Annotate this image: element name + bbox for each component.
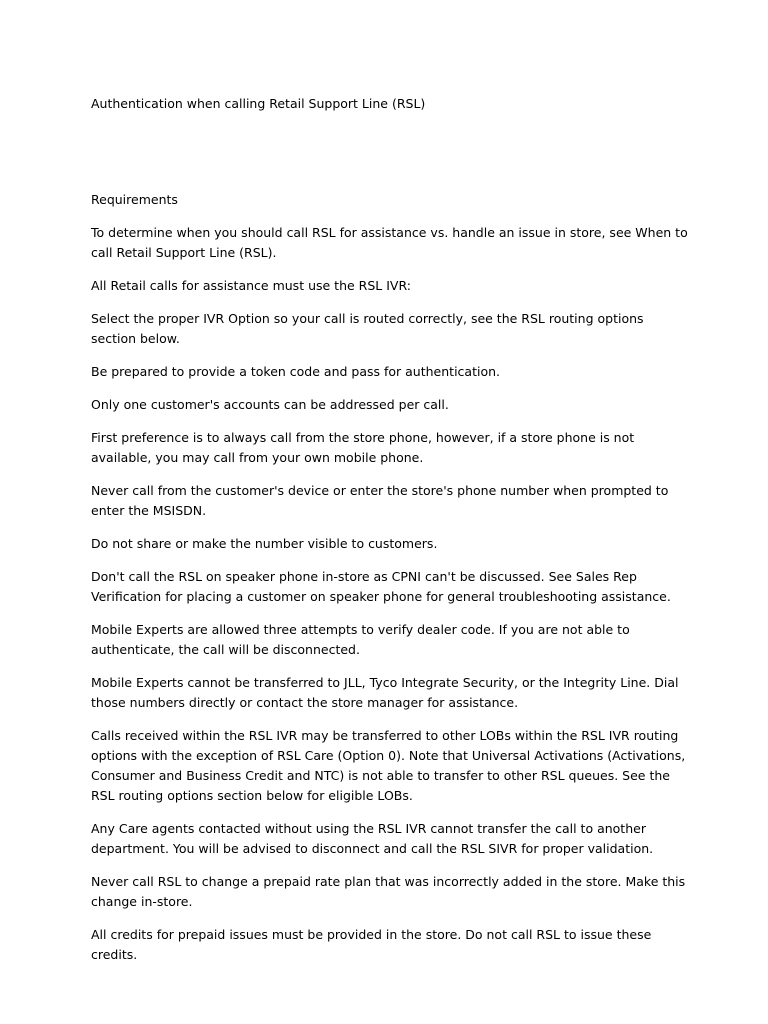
paragraph: Don't call the RSL on speaker phone in-store as CPNI can't be discussed. See Sales Rep Verification for placing a customer on speaker phone for general troubleshooting assistance. (91, 569, 671, 604)
paragraph: Only one customer's accounts can be addressed per call. (91, 397, 449, 412)
paragraph: All credits for prepaid issues must be provided in the store. Do not call RSL to issue these credits. (91, 927, 652, 962)
paragraph: Mobile Experts cannot be transferred to JLL, Tyco Integrate Security, or the Integrity Line. Dial those numbers directly or contact the store manager for assistance. (91, 675, 679, 710)
paragraph: Any Care agents contacted without using the RSL IVR cannot transfer the call to another department. You will be advised to disconnect and call the RSL SIVR for proper validation. (91, 821, 654, 856)
paragraph: First preference is to always call from the store phone, however, if a store phone is not available, you may call from your own mobile phone. (91, 430, 635, 465)
paragraph: Select the proper IVR Option so your call is routed correctly, see the RSL routing options section below. (91, 311, 644, 346)
document-title: Authentication when calling Retail Support Line (RSL) (91, 96, 426, 111)
paragraph: Do not share or make the number visible to customers. (91, 536, 438, 551)
section-heading-requirements: Requirements (91, 192, 178, 207)
paragraph: Calls received within the RSL IVR may be transferred to other LOBs within the RSL IVR routing options with the exception of RSL Care (Option 0). Note that Universal Activations (Activations, Consumer and Business Credit and NTC) is not able to transfer to other RSL queues. See the RSL routing options section below for eligible LOBs. (91, 728, 686, 803)
paragraph: Mobile Experts are allowed three attempts to verify dealer code. If you are not able to authenticate, the call will be disconnected. (91, 622, 630, 657)
paragraph: Never call RSL to change a prepaid rate plan that was incorrectly added in the store. Make this change in-store. (91, 874, 686, 909)
paragraph: Never call from the customer's device or enter the store's phone number when prompted to enter the MSISDN. (91, 483, 669, 518)
document-body (91, 190, 691, 978)
paragraph: All Retail calls for assistance must use the RSL IVR: (91, 278, 411, 293)
paragraph: Be prepared to provide a token code and pass for authentication. (91, 364, 500, 379)
paragraph: To determine when you should call RSL for assistance vs. handle an issue in store, see When to call Retail Support Line (RSL). (91, 225, 688, 260)
